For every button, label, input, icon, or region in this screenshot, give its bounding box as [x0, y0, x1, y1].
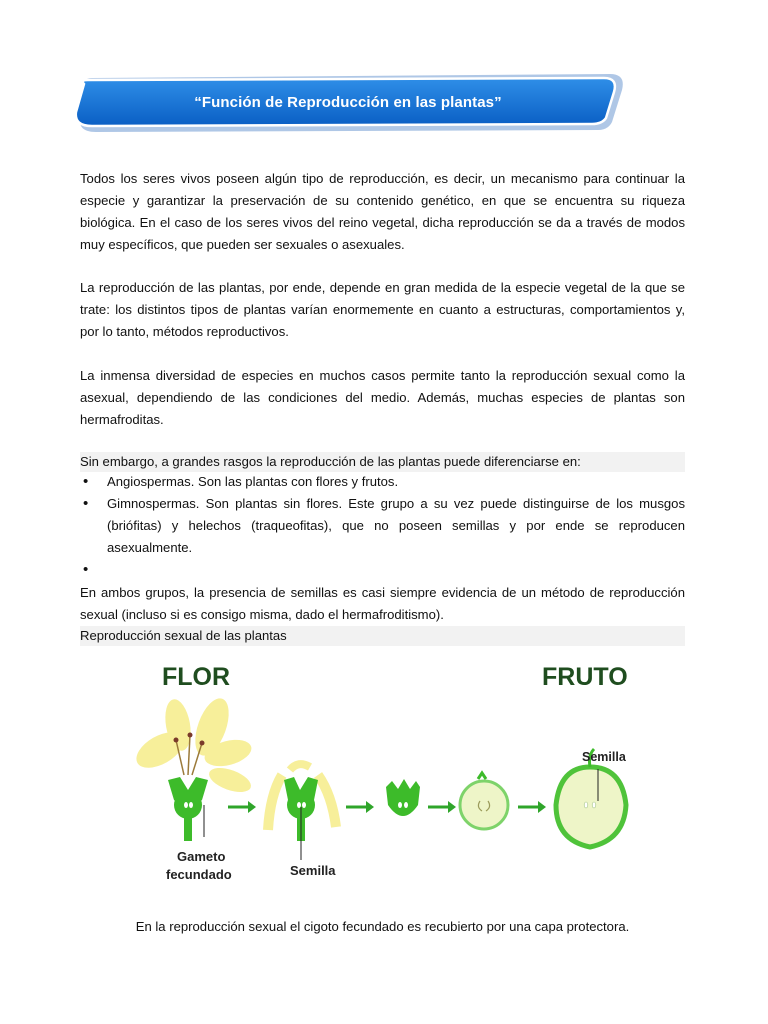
list-item-empty	[80, 559, 685, 581]
label-gameto: Gameto	[177, 849, 226, 864]
page-title: “Función de Reproducción en las plantas”	[194, 94, 502, 111]
label-fecundado: fecundado	[166, 867, 232, 882]
arrow-icon	[228, 801, 256, 813]
bullet-list	[80, 471, 685, 581]
arrow-icon	[346, 801, 374, 813]
paragraph-hermaphrodite: La inmensa diversidad de especies en muchos casos permite tanto la reproducción sexual como la asexual, dependiendo de las condiciones del medio. Además, muchas especies de plantas son hermafroditas.	[80, 368, 685, 427]
paragraph-seeds: En ambos grupos, la presencia de semillas es casi siempre evidencia de un método de reproducción sexual (incluso si es consigo misma, dado el hermafroditismo).	[80, 585, 685, 622]
ovary-icon	[386, 779, 420, 816]
list-item: • Gimnospermas. Son plantas sin flores. Este grupo a su vez puede distinguirse de los musgos (briófitas) y helechos (traqueofitas), que no poseen semillas y por ende se reproducen asexualmente.	[80, 493, 685, 559]
arrow-icon	[518, 801, 546, 813]
young-fruit-icon	[460, 773, 508, 829]
label-semilla: Semilla	[290, 863, 336, 878]
list-item: • Angiospermas. Son las plantas con flores y frutos.	[80, 471, 685, 493]
reproduction-figure	[120, 655, 650, 895]
figure-title-fruto: FRUTO	[542, 663, 628, 691]
flower-icon	[130, 694, 254, 841]
paragraph-diversity: La reproducción de las plantas, por ende, depende en gran medida de la especie vegetal de la que se trate: los distintos tipos de plantas varían enormemente en cuanto a estructuras, comportamientos y, por lo tanto, métodos reproductivos.	[80, 280, 685, 339]
label-semilla-fruto: Semilla	[582, 750, 626, 764]
arrow-icon	[428, 801, 456, 813]
figure-caption: En la reproducción sexual el cigoto fecundado es recubierto por una capa protectora.	[135, 919, 630, 934]
figure-title-flor: FLOR	[162, 663, 231, 691]
intro-line: Sin embargo, a grandes rasgos la reproducción de las plantas puede diferenciarse en:	[80, 452, 685, 472]
wilting-flower-icon	[268, 764, 336, 860]
section-heading: Reproducción sexual de las plantas	[80, 626, 685, 646]
paragraph-intro: Todos los seres vivos poseen algún tipo de reproducción, es decir, un mecanismo para continuar la especie y garantizar la preservación de su contenido genético, en que se encuentra su riqueza biológica. En el caso de los seres vivos del reino vegetal, dicha reproducción se da a través de modos muy específicos, que pueden ser sexuales o asexuales.	[80, 171, 685, 252]
